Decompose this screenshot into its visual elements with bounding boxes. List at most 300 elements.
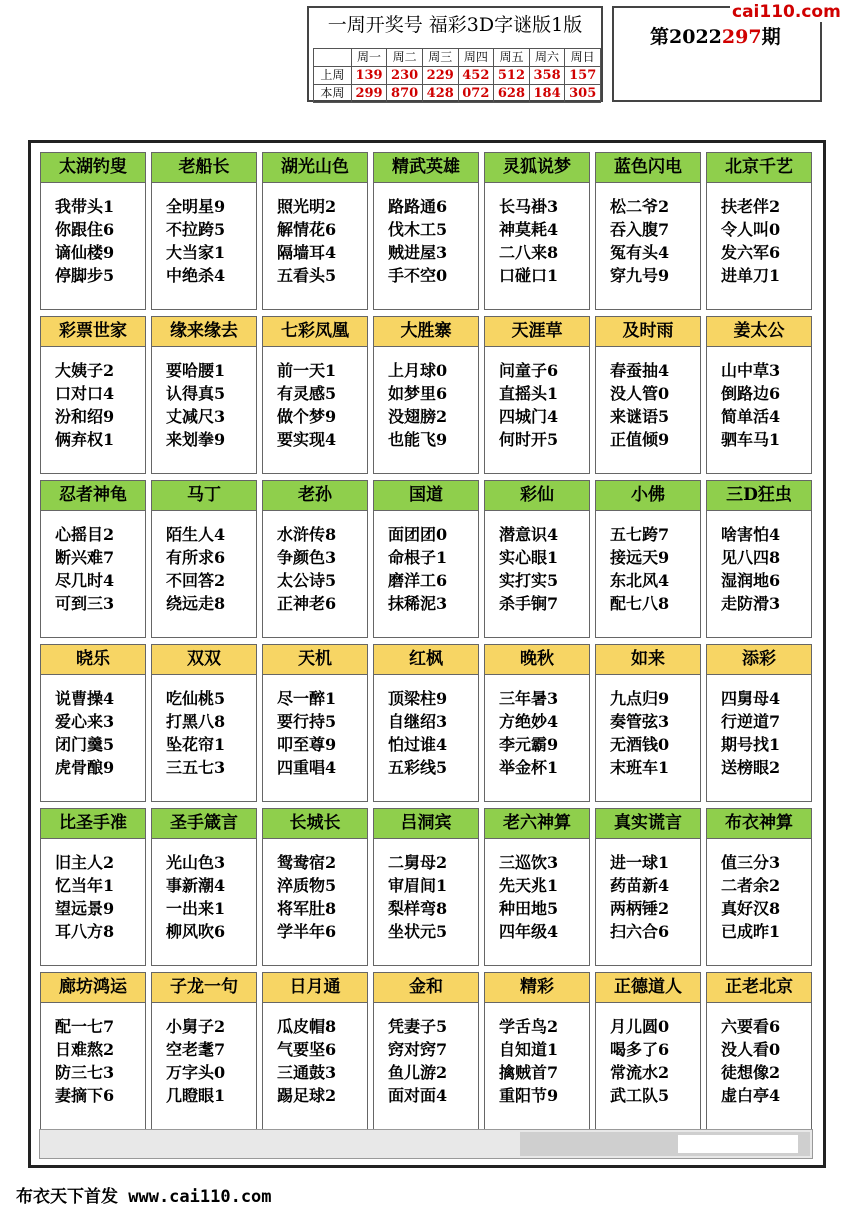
riddle-card bbox=[595, 972, 701, 1130]
riddle-line: 学舌鸟2 bbox=[499, 1017, 559, 1036]
riddle-line: 送榜眼2 bbox=[721, 758, 781, 777]
riddle-line: 没人管0 bbox=[610, 384, 670, 403]
draw-number: 230 bbox=[387, 67, 423, 85]
card-lines bbox=[152, 347, 256, 451]
riddle-line: 没翅膀2 bbox=[388, 407, 448, 426]
riddle-card bbox=[40, 152, 146, 310]
riddle-card bbox=[373, 972, 479, 1130]
site-logo[interactable]: cai110.com bbox=[732, 2, 841, 22]
riddle-line: 令人叫0 bbox=[721, 220, 781, 239]
card-lines bbox=[707, 347, 811, 451]
table-row bbox=[314, 67, 601, 85]
card-lines bbox=[41, 675, 145, 779]
riddle-card bbox=[595, 316, 701, 474]
riddle-line: 凭妻子5 bbox=[388, 1017, 448, 1036]
riddle-line: 伐木工5 bbox=[388, 220, 448, 239]
riddle-line: 长马褂3 bbox=[499, 197, 559, 216]
card-title: 精武英雄 bbox=[374, 153, 478, 183]
riddle-card bbox=[373, 644, 479, 802]
riddle-line: 爱心来3 bbox=[55, 712, 115, 731]
riddle-line: 学半年6 bbox=[277, 922, 337, 941]
card-title: 圣手箴言 bbox=[152, 809, 256, 839]
riddle-line: 药苗新4 bbox=[610, 876, 670, 895]
riddle-line: 将军肚8 bbox=[277, 899, 337, 918]
card-title: 长城长 bbox=[263, 809, 367, 839]
riddle-line: 举金杯1 bbox=[499, 758, 559, 777]
card-title: 彩仙 bbox=[485, 481, 589, 511]
riddle-line: 实心眼1 bbox=[499, 548, 559, 567]
issue-number-value: 297 bbox=[721, 26, 762, 48]
card-lines bbox=[152, 839, 256, 943]
riddle-line: 四重唱4 bbox=[277, 758, 337, 777]
riddle-card bbox=[484, 644, 590, 802]
draw-number: 628 bbox=[494, 85, 530, 103]
card-title: 老船长 bbox=[152, 153, 256, 183]
riddle-line: 徒想像2 bbox=[721, 1063, 781, 1082]
card-lines bbox=[485, 839, 589, 943]
issue-prefix: 第2022 bbox=[650, 26, 722, 48]
riddle-line: 丈减尺3 bbox=[166, 407, 226, 426]
card-title: 国道 bbox=[374, 481, 478, 511]
riddle-line: 喝多了6 bbox=[610, 1040, 670, 1059]
riddle-line: 窍对窍7 bbox=[388, 1040, 448, 1059]
riddle-line: 说曹操4 bbox=[55, 689, 115, 708]
riddle-line: 也能飞9 bbox=[388, 430, 448, 449]
riddle-line: 汾和绍9 bbox=[55, 407, 115, 426]
card-title: 及时雨 bbox=[596, 317, 700, 347]
riddle-line: 种田地5 bbox=[499, 899, 559, 918]
card-lines bbox=[263, 183, 367, 287]
riddle-line: 耳八方8 bbox=[55, 922, 115, 941]
riddle-line: 认得真5 bbox=[166, 384, 226, 403]
riddle-line: 正神老6 bbox=[277, 594, 337, 613]
riddle-line: 小舅子2 bbox=[166, 1017, 226, 1036]
riddle-line: 顶梁柱9 bbox=[388, 689, 448, 708]
riddle-line: 隔墙耳4 bbox=[277, 243, 337, 262]
riddle-line: 二者余2 bbox=[721, 876, 781, 895]
riddle-card bbox=[373, 152, 479, 310]
riddle-line: 四年级4 bbox=[499, 922, 559, 941]
riddle-line: 日难熬2 bbox=[55, 1040, 115, 1059]
riddle-line: 虎骨酿9 bbox=[55, 758, 115, 777]
riddle-card bbox=[262, 808, 368, 966]
riddle-line: 尽几时4 bbox=[55, 571, 115, 590]
riddle-line: 实打实5 bbox=[499, 571, 559, 590]
riddle-line: 何时开5 bbox=[499, 430, 559, 449]
riddle-card bbox=[373, 480, 479, 638]
riddle-line: 三年暑3 bbox=[499, 689, 559, 708]
card-lines bbox=[374, 1003, 478, 1107]
riddle-line: 六要看6 bbox=[721, 1017, 781, 1036]
bottom-bar-slot bbox=[678, 1135, 798, 1153]
riddle-line: 五七跨7 bbox=[610, 525, 670, 544]
riddle-card bbox=[151, 152, 257, 310]
riddle-line: 先天兆1 bbox=[499, 876, 559, 895]
card-lines bbox=[596, 347, 700, 451]
riddle-line: 审眉间1 bbox=[388, 876, 448, 895]
riddle-line: 路路通6 bbox=[388, 197, 448, 216]
riddle-line: 照光明2 bbox=[277, 197, 337, 216]
riddle-line: 啥害怕4 bbox=[721, 525, 781, 544]
draw-number: 428 bbox=[422, 85, 458, 103]
card-title: 双双 bbox=[152, 645, 256, 675]
riddle-line: 潜意识4 bbox=[499, 525, 559, 544]
riddle-line: 鱼儿游2 bbox=[388, 1063, 448, 1082]
riddle-line: 叩至尊9 bbox=[277, 735, 337, 754]
riddle-line: 大姨子2 bbox=[55, 361, 115, 380]
riddle-card bbox=[706, 972, 812, 1130]
riddle-card bbox=[595, 644, 701, 802]
card-lines bbox=[41, 511, 145, 615]
riddle-line: 接远天9 bbox=[610, 548, 670, 567]
card-lines bbox=[41, 183, 145, 287]
card-title: 太湖钓叟 bbox=[41, 153, 145, 183]
riddle-line: 四舅母4 bbox=[721, 689, 781, 708]
draw-number: 229 bbox=[422, 67, 458, 85]
draw-number: 139 bbox=[351, 67, 387, 85]
riddle-line: 东北风4 bbox=[610, 571, 670, 590]
riddle-card bbox=[262, 316, 368, 474]
draw-number: 184 bbox=[529, 85, 565, 103]
card-lines bbox=[152, 511, 256, 615]
issue-number bbox=[650, 22, 781, 49]
card-title: 廊坊鸿运 bbox=[41, 973, 145, 1003]
riddle-line: 直摇头1 bbox=[499, 384, 559, 403]
riddle-line: 虚白亭4 bbox=[721, 1086, 781, 1105]
card-lines bbox=[485, 1003, 589, 1107]
riddle-line: 扫六合6 bbox=[610, 922, 670, 941]
riddle-line: 你跟住6 bbox=[55, 220, 115, 239]
riddle-line: 发六军6 bbox=[721, 243, 781, 262]
riddle-line: 俩弃权1 bbox=[55, 430, 115, 449]
riddle-card bbox=[484, 972, 590, 1130]
card-lines bbox=[41, 347, 145, 451]
riddle-line: 四城门4 bbox=[499, 407, 559, 426]
riddle-line: 进单刀1 bbox=[721, 266, 781, 285]
card-title: 布衣神算 bbox=[707, 809, 811, 839]
riddle-line: 有灵感5 bbox=[277, 384, 337, 403]
card-title: 晓乐 bbox=[41, 645, 145, 675]
riddle-line: 三通鼓3 bbox=[277, 1063, 337, 1082]
riddle-line: 做个梦9 bbox=[277, 407, 337, 426]
riddle-line: 梨样弯8 bbox=[388, 899, 448, 918]
card-lines bbox=[41, 839, 145, 943]
riddle-card bbox=[595, 152, 701, 310]
riddle-line: 上月球0 bbox=[388, 361, 448, 380]
riddle-line: 行逆道7 bbox=[721, 712, 781, 731]
riddle-card bbox=[151, 480, 257, 638]
riddle-line: 要行持5 bbox=[277, 712, 337, 731]
riddle-line: 神莫耗4 bbox=[499, 220, 559, 239]
riddle-line: 三巡饮3 bbox=[499, 853, 559, 872]
card-lines bbox=[374, 183, 478, 287]
riddle-line: 擒贼首7 bbox=[499, 1063, 559, 1082]
riddle-card bbox=[484, 316, 590, 474]
card-lines bbox=[707, 675, 811, 779]
riddle-card bbox=[40, 644, 146, 802]
card-title: 蓝色闪电 bbox=[596, 153, 700, 183]
riddle-line: 常流水2 bbox=[610, 1063, 670, 1082]
riddle-card bbox=[595, 480, 701, 638]
riddle-line: 要哈腰1 bbox=[166, 361, 226, 380]
card-lines bbox=[707, 1003, 811, 1107]
riddle-line: 淬质物5 bbox=[277, 876, 337, 895]
riddle-line: 中绝杀4 bbox=[166, 266, 226, 285]
riddle-line: 空老耄7 bbox=[166, 1040, 226, 1059]
riddle-line: 真好汉8 bbox=[721, 899, 781, 918]
riddle-line: 奏管弦3 bbox=[610, 712, 670, 731]
issue-suffix: 期 bbox=[761, 26, 781, 48]
riddle-line: 二舅母2 bbox=[388, 853, 448, 872]
riddle-line: 水浒传8 bbox=[277, 525, 337, 544]
card-lines bbox=[485, 675, 589, 779]
card-lines bbox=[263, 1003, 367, 1107]
riddle-line: 穿九号9 bbox=[610, 266, 670, 285]
footer-credit[interactable]: 布衣天下首发 www.cai110.com bbox=[16, 1187, 272, 1207]
draw-results-table bbox=[313, 48, 601, 103]
weekday-header: 周四 bbox=[458, 49, 494, 67]
riddle-line: 绕远走8 bbox=[166, 594, 226, 613]
riddle-line: 停脚步5 bbox=[55, 266, 115, 285]
card-lines bbox=[596, 183, 700, 287]
card-title: 大胜寨 bbox=[374, 317, 478, 347]
card-title: 彩票世家 bbox=[41, 317, 145, 347]
riddle-line: 见八四8 bbox=[721, 548, 781, 567]
riddle-line: 面对面4 bbox=[388, 1086, 448, 1105]
card-title: 老六神算 bbox=[485, 809, 589, 839]
riddle-line: 坠花帘1 bbox=[166, 735, 226, 754]
card-lines bbox=[485, 183, 589, 287]
bottom-bar bbox=[39, 1129, 813, 1159]
weekly-draw-panel bbox=[307, 6, 603, 102]
riddle-line: 面团团0 bbox=[388, 525, 448, 544]
riddle-card bbox=[40, 480, 146, 638]
riddle-line: 末班车1 bbox=[610, 758, 670, 777]
card-lines bbox=[152, 675, 256, 779]
card-lines bbox=[374, 347, 478, 451]
riddle-line: 口碰口1 bbox=[499, 266, 559, 285]
card-lines bbox=[596, 1003, 700, 1107]
weekday-header: 周三 bbox=[422, 49, 458, 67]
riddle-card bbox=[706, 152, 812, 310]
card-lines bbox=[263, 675, 367, 779]
riddle-line: 几瞪眼1 bbox=[166, 1086, 226, 1105]
card-title: 七彩凤凰 bbox=[263, 317, 367, 347]
riddle-line: 春蚕抽4 bbox=[610, 361, 670, 380]
riddle-line: 问童子6 bbox=[499, 361, 559, 380]
row-label: 本周 bbox=[314, 85, 352, 103]
card-title: 金和 bbox=[374, 973, 478, 1003]
card-lines bbox=[263, 347, 367, 451]
card-title: 姜太公 bbox=[707, 317, 811, 347]
riddle-card bbox=[706, 644, 812, 802]
card-title: 如来 bbox=[596, 645, 700, 675]
weekday-header: 周六 bbox=[529, 49, 565, 67]
card-title: 北京千艺 bbox=[707, 153, 811, 183]
riddle-line: 争颜色3 bbox=[277, 548, 337, 567]
riddle-card bbox=[151, 316, 257, 474]
riddle-line: 扶老伴2 bbox=[721, 197, 781, 216]
riddle-card bbox=[706, 316, 812, 474]
card-title: 马丁 bbox=[152, 481, 256, 511]
card-lines bbox=[707, 183, 811, 287]
riddle-line: 万字头0 bbox=[166, 1063, 226, 1082]
card-title: 吕洞宾 bbox=[374, 809, 478, 839]
card-title: 真实谎言 bbox=[596, 809, 700, 839]
riddle-line: 山中草3 bbox=[721, 361, 781, 380]
riddle-line: 坐状元5 bbox=[388, 922, 448, 941]
riddle-line: 断兴难7 bbox=[55, 548, 115, 567]
riddle-line: 妻摘下6 bbox=[55, 1086, 115, 1105]
card-lines bbox=[707, 511, 811, 615]
riddle-line: 进一球1 bbox=[610, 853, 670, 872]
card-lines bbox=[596, 839, 700, 943]
card-lines bbox=[374, 839, 478, 943]
riddle-line: 要实现4 bbox=[277, 430, 337, 449]
riddle-line: 柳风吹6 bbox=[166, 922, 226, 941]
riddle-card bbox=[484, 480, 590, 638]
riddle-card bbox=[40, 808, 146, 966]
riddle-card bbox=[262, 972, 368, 1130]
riddle-card bbox=[484, 808, 590, 966]
riddle-grid bbox=[28, 140, 826, 1168]
riddle-line: 望远景9 bbox=[55, 899, 115, 918]
riddle-line: 自继绍3 bbox=[388, 712, 448, 731]
card-lines bbox=[263, 839, 367, 943]
riddle-line: 吞入腹7 bbox=[610, 220, 670, 239]
draw-number: 870 bbox=[387, 85, 423, 103]
riddle-line: 无酒钱0 bbox=[610, 735, 670, 754]
card-lines bbox=[152, 1003, 256, 1107]
riddle-card bbox=[262, 480, 368, 638]
riddle-card bbox=[373, 808, 479, 966]
card-lines bbox=[374, 675, 478, 779]
riddle-line: 踢足球2 bbox=[277, 1086, 337, 1105]
riddle-line: 尽一醉1 bbox=[277, 689, 337, 708]
riddle-line: 我带头1 bbox=[55, 197, 115, 216]
riddle-line: 抹稀泥3 bbox=[388, 594, 448, 613]
card-lines bbox=[596, 675, 700, 779]
riddle-card bbox=[151, 808, 257, 966]
card-lines bbox=[152, 183, 256, 287]
draw-number: 072 bbox=[458, 85, 494, 103]
riddle-line: 两柄锤2 bbox=[610, 899, 670, 918]
riddle-line: 冤有头4 bbox=[610, 243, 670, 262]
riddle-line: 月儿圆0 bbox=[610, 1017, 670, 1036]
draw-number: 305 bbox=[565, 85, 601, 103]
table-row bbox=[314, 85, 601, 103]
riddle-line: 值三分3 bbox=[721, 853, 781, 872]
weekday-header: 周五 bbox=[494, 49, 530, 67]
draw-number: 157 bbox=[565, 67, 601, 85]
riddle-line: 杀手锏7 bbox=[499, 594, 559, 613]
riddle-line: 李元霸9 bbox=[499, 735, 559, 754]
riddle-line: 配七八8 bbox=[610, 594, 670, 613]
riddle-line: 打黑八8 bbox=[166, 712, 226, 731]
card-title: 小佛 bbox=[596, 481, 700, 511]
riddle-line: 贼进屋3 bbox=[388, 243, 448, 262]
card-lines bbox=[707, 839, 811, 943]
riddle-line: 鸳鸯宿2 bbox=[277, 853, 337, 872]
riddle-line: 走防滑3 bbox=[721, 594, 781, 613]
panel-title: 一周开奖号 福彩3D字谜版1版 bbox=[327, 14, 583, 36]
riddle-line: 瓜皮帽8 bbox=[277, 1017, 337, 1036]
riddle-line: 来谜语5 bbox=[610, 407, 670, 426]
weekday-header: 周一 bbox=[351, 49, 387, 67]
draw-number: 299 bbox=[351, 85, 387, 103]
card-title: 缘来缘去 bbox=[152, 317, 256, 347]
riddle-line: 如梦里6 bbox=[388, 384, 448, 403]
riddle-line: 心摇目2 bbox=[55, 525, 115, 544]
riddle-line: 驷车马1 bbox=[721, 430, 781, 449]
riddle-line: 太公诗5 bbox=[277, 571, 337, 590]
riddle-card bbox=[484, 152, 590, 310]
riddle-line: 大当家1 bbox=[166, 243, 226, 262]
card-title: 湖光山色 bbox=[263, 153, 367, 183]
card-title: 天机 bbox=[263, 645, 367, 675]
riddle-line: 命根子1 bbox=[388, 548, 448, 567]
riddle-line: 正值倾9 bbox=[610, 430, 670, 449]
riddle-line: 不回答2 bbox=[166, 571, 226, 590]
card-lines bbox=[41, 1003, 145, 1107]
riddle-line: 配一七7 bbox=[55, 1017, 115, 1036]
corner-cell bbox=[314, 49, 352, 67]
riddle-line: 已成昨1 bbox=[721, 922, 781, 941]
riddle-line: 湿润地6 bbox=[721, 571, 781, 590]
card-title: 三D狂虫 bbox=[707, 481, 811, 511]
draw-number: 358 bbox=[529, 67, 565, 85]
card-title: 老孙 bbox=[263, 481, 367, 511]
riddle-line: 有所求6 bbox=[166, 548, 226, 567]
riddle-line: 九点归9 bbox=[610, 689, 670, 708]
card-lines bbox=[485, 511, 589, 615]
card-title: 日月通 bbox=[263, 973, 367, 1003]
riddle-line: 重阳节9 bbox=[499, 1086, 559, 1105]
riddle-card bbox=[262, 152, 368, 310]
riddle-card bbox=[373, 316, 479, 474]
riddle-line: 谪仙楼9 bbox=[55, 243, 115, 262]
riddle-card bbox=[151, 644, 257, 802]
riddle-line: 解情花6 bbox=[277, 220, 337, 239]
draw-number: 512 bbox=[494, 67, 530, 85]
riddle-line: 旧主人2 bbox=[55, 853, 115, 872]
riddle-line: 怕过谁4 bbox=[388, 735, 448, 754]
riddle-line: 武工队5 bbox=[610, 1086, 670, 1105]
riddle-card bbox=[595, 808, 701, 966]
riddle-line: 松二爷2 bbox=[610, 197, 670, 216]
riddle-line: 闭门羹5 bbox=[55, 735, 115, 754]
riddle-card bbox=[151, 972, 257, 1130]
riddle-line: 方绝妙4 bbox=[499, 712, 559, 731]
riddle-line: 三五七3 bbox=[166, 758, 226, 777]
riddle-line: 一出来1 bbox=[166, 899, 226, 918]
riddle-line: 自知道1 bbox=[499, 1040, 559, 1059]
riddle-line: 口对口4 bbox=[55, 384, 115, 403]
riddle-line: 二八来8 bbox=[499, 243, 559, 262]
riddle-card bbox=[706, 480, 812, 638]
card-title: 比圣手准 bbox=[41, 809, 145, 839]
riddle-line: 倒路边6 bbox=[721, 384, 781, 403]
riddle-line: 光山色3 bbox=[166, 853, 226, 872]
riddle-card bbox=[262, 644, 368, 802]
riddle-line: 五看头5 bbox=[277, 266, 337, 285]
riddle-line: 手不空0 bbox=[388, 266, 448, 285]
riddle-line: 气要坚6 bbox=[277, 1040, 337, 1059]
riddle-card bbox=[40, 972, 146, 1130]
riddle-line: 陌生人4 bbox=[166, 525, 226, 544]
weekday-header: 周二 bbox=[387, 49, 423, 67]
card-title: 忍者神龟 bbox=[41, 481, 145, 511]
